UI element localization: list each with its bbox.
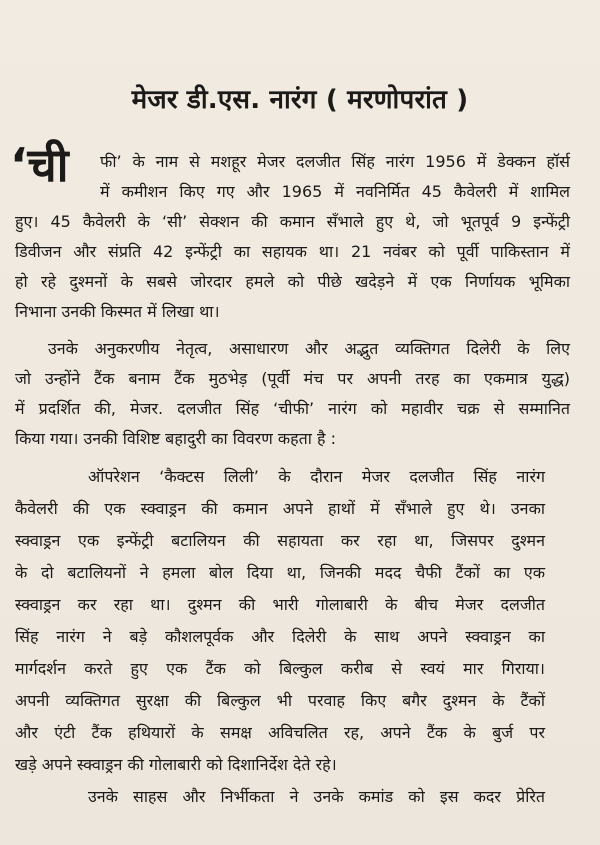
citation-line-10: खड़े अपने स्क्वाड्रन की गोलाबारी को दिशानिर्देश देते रहे। [15,755,337,774]
citation-line-5: स्क्वाड्रन कर रहा था। दुश्मन की भारी गोलाबारी के बीच मेजर दलजीत [15,595,545,614]
citation-line-6: सिंह नारंग ने बड़े कौशलपूर्वक और दिलेरी के साथ अपने स्क्वाड्रन का [15,627,545,646]
page-title: मेजर डी.एस. नारंग ( मरणोपरांत ) [131,85,469,115]
citation-line-11: उनके साहस और निर्भीकता ने उनके कमांड को इस कदर प्रेरित [88,787,545,806]
para2-line-4: किया गया। उनकी विशिष्ट बहादुरी का विवरण कहता है : [15,429,336,448]
para2-line-1: उनके अनुकरणीय नेतृत्व, असाधारण और अद्भुत व्यक्तिगत दिलेरी के लिए [48,339,570,358]
para2-line-3: में प्रदर्शित की, मेजर. दलजीत सिंह ‘चीफी’ नारंग को महावीर चक्र से सम्मानित [15,399,570,418]
intro-line-1: फी’ के नाम से मशहूर मेजर दलजीत सिंह नारंग 1956 में डेक्कन हॉर्स [100,152,570,171]
citation-line-4: के दो बटालियनों ने हमला बोल दिया था, जिनकी मदद चैफी टैंकों का एक [15,563,545,582]
intro-line-4: डिवीजन और संप्रति 42 इन्फेंट्री का सहायक था। 21 नवंबर को पूर्वी पाकिस्तान में [15,242,570,261]
citation-line-7: मार्गदर्शन करते हुए एक टैंक को बिल्कुल करीब से स्वयं मार गिराया। [15,659,545,678]
citation-line-8: अपनी व्यक्तिगत सुरक्षा की बिल्कुल भी परवाह किए बगैर दुश्मन के टैंकों [15,691,545,710]
citation-line-9: और एंटी टैंक हथियारों के समक्ष अविचलित रह, अपने टैंक के बुर्ज पर [15,723,545,742]
intro-line-3: हुए। 45 कैवेलरी के ‘सी’ सेक्शन की कमान सँभाले हुए थे, जो भूतपूर्व 9 इन्फेंट्री [15,212,570,231]
intro-line-5: हो रहे दुश्मनों के सबसे जोरदार हमले को पीछे खदेड़ने में एक निर्णायक भूमिका [15,272,570,291]
citation-line-3: स्क्वाड्रन एक इन्फेंट्री बटालियन की सहायता कर रहा था, जिसपर दुश्मन [15,531,545,550]
intro-line-2: में कमीशन किए गए और 1965 में नवनिर्मित 45 कैवेलरी में शामिल [100,182,570,201]
citation-line-1: ऑपरेशन ‘कैक्टस लिली’ के दौरान मेजर दलजीत सिंह नारंग [88,467,545,486]
intro-line-6: निभाना उनकी किस्मत में लिखा था। [15,302,220,321]
citation-line-2: कैवेलरी की एक स्क्वाड्रन की कमान अपने हाथों में सँभाले हुए थे। उनका [15,499,545,518]
drop-cap: ‘ची [10,138,69,192]
para2-line-2: जो उन्होंने टैंक बनाम टैंक मुठभेड़ (पूर्वी मंच पर अपनी तरह का एकमात्र युद्ध) [15,369,570,388]
